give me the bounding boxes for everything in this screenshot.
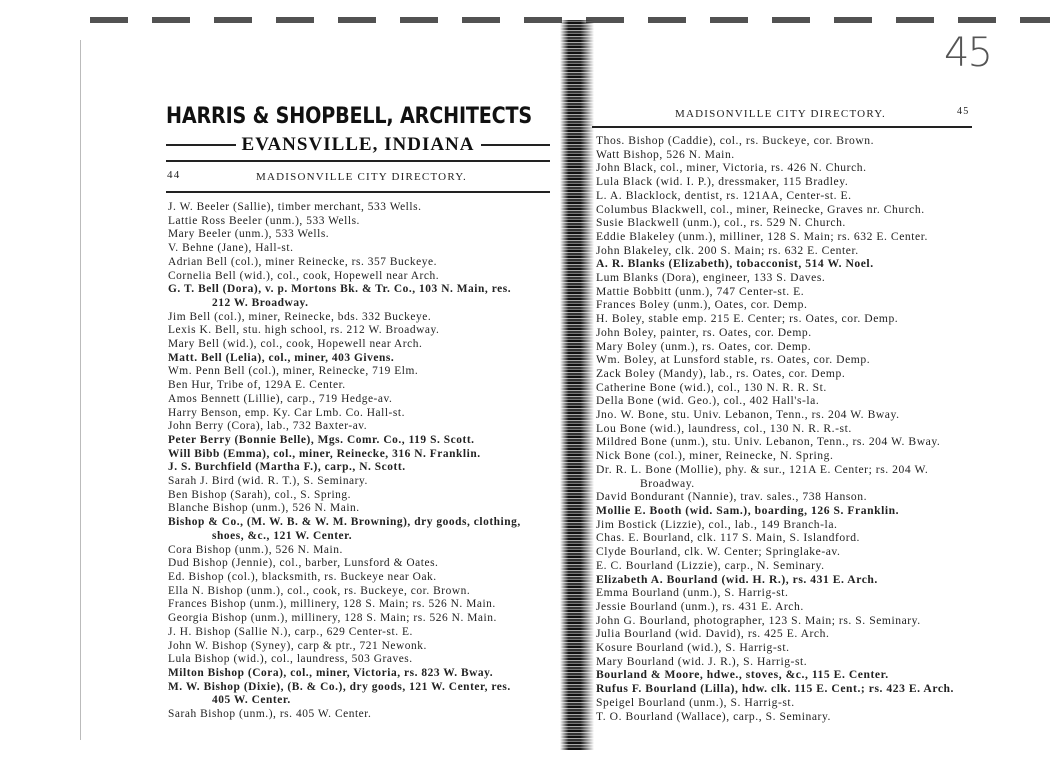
directory-entry: H. Boley, stable emp. 215 E. Center; rs. Oates, cor. Demp. xyxy=(596,312,899,326)
directory-entry: Chas. E. Bourland, clk. 117 S. Main, S. Islandford. xyxy=(596,531,860,545)
divider xyxy=(481,144,551,146)
directory-entry: Peter Berry (Bonnie Belle), Mgs. Comr. Co., 119 S. Scott. xyxy=(168,433,475,446)
directory-entry: Ben Hur, Tribe of, 129A E. Center. xyxy=(168,379,346,392)
directory-entry: Columbus Blackwell, col., miner, Reinecke, Graves nr. Church. xyxy=(596,202,925,216)
divider xyxy=(592,126,972,128)
directory-entry: Lexis K. Bell, stu. high school, rs. 212 W. Broadway. xyxy=(168,324,440,337)
right-page-number: 45 xyxy=(957,106,970,117)
left-page-number: 44 xyxy=(167,169,181,181)
directory-entry: Dud Bishop (Jennie), col., barber, Lunsford & Oates. xyxy=(168,557,439,570)
directory-entry-continuation: Broadway. xyxy=(640,476,695,490)
directory-entry: Wm. Penn Bell (col.), miner, Reinecke, 719 Elm. xyxy=(168,365,419,378)
directory-entry: Speigel Bourland (unm.), S. Harrig-st. xyxy=(596,695,795,709)
left-running-head: MADISONVILLE CITY DIRECTORY. xyxy=(256,171,467,183)
directory-entry: Jno. W. Bone, stu. Univ. Lebanon, Tenn., rs. 204 W. Bway. xyxy=(596,408,900,422)
directory-entry: Sarah J. Bird (wid. R. T.), S. Seminary. xyxy=(168,475,368,488)
directory-entry: Lum Blanks (Dora), engineer, 133 S. Daves. xyxy=(596,271,826,285)
advertisement-title: HARRIS & SHOPBELL, ARCHITECTS xyxy=(166,104,533,129)
directory-entry: Lula Black (wid. I. P.), dressmaker, 115 Bradley. xyxy=(596,175,849,189)
directory-entry: Cornelia Bell (wid.), col., cook, Hopewell near Arch. xyxy=(168,269,440,282)
directory-entry: Mary Bell (wid.), col., cook, Hopewell near Arch. xyxy=(168,338,423,351)
directory-entry: Wm. Boley, at Lunsford stable, rs. Oates, cor. Demp. xyxy=(596,353,871,367)
divider xyxy=(166,160,550,162)
directory-entry: L. A. Blacklock, dentist, rs. 121AA, Center-st. E. xyxy=(596,188,852,202)
directory-entry: J. S. Burchfield (Martha F.), carp., N. Scott. xyxy=(168,461,406,474)
directory-entry: Lula Bishop (wid.), col., laundress, 503 Graves. xyxy=(168,653,413,666)
directory-entry: A. R. Blanks (Elizabeth), tobacconist, 514 W. Noel. xyxy=(596,257,874,271)
directory-entry: Will Bibb (Emma), col., miner, Reinecke, 316 N. Franklin. xyxy=(168,447,481,460)
directory-entry: G. T. Bell (Dora), v. p. Mortons Bk. & Tr. Co., 103 N. Main, res. xyxy=(168,283,512,296)
directory-entry: Zack Boley (Mandy), lab., rs. Oates, cor. Demp. xyxy=(596,366,846,380)
directory-entry: Frances Bishop (unm.), millinery, 128 S. Main; rs. 526 N. Main. xyxy=(168,598,496,611)
scan-edge-line xyxy=(80,40,81,740)
directory-entry: Watt Bishop, 526 N. Main. xyxy=(596,147,735,161)
directory-entry: Catherine Bone (wid.), col., 130 N. R. R. St. xyxy=(596,380,827,394)
directory-entry: John Boley, painter, rs. Oates, cor. Demp. xyxy=(596,325,812,339)
directory-entry: John Berry (Cora), lab., 732 Baxter-av. xyxy=(168,420,368,433)
directory-entry: Rufus F. Bourland (Lilla), hdw. clk. 115 E. Cent.; rs. 423 E. Arch. xyxy=(596,682,954,696)
right-running-head: MADISONVILLE CITY DIRECTORY. xyxy=(675,108,886,120)
directory-entry-continuation: shoes, &c., 121 W. Center. xyxy=(212,529,353,542)
directory-entry: Adrian Bell (col.), miner Reinecke, rs. 357 Buckeye. xyxy=(168,255,437,268)
directory-entry: Julia Bourland (wid. David), rs. 425 E. Arch. xyxy=(596,627,830,641)
directory-entry: John Black, col., miner, Victoria, rs. 426 N. Church. xyxy=(596,161,867,175)
directory-entry: Bishop & Co., (M. W. B. & W. M. Browning), dry goods, clothing, xyxy=(168,516,521,529)
directory-entry: David Bondurant (Nannie), trav. sales., 738 Hanson. xyxy=(596,490,868,504)
directory-entry: Mollie E. Booth (wid. Sam.), boarding, 126 S. Franklin. xyxy=(596,503,900,517)
directory-entry: T. O. Bourland (Wallace), carp., S. Seminary. xyxy=(596,709,832,723)
advertisement-location: EVANSVILLE, INDIANA xyxy=(241,134,475,155)
directory-entry: Mattie Bobbitt (unm.), 747 Center-st. E. xyxy=(596,284,805,298)
directory-entry: John G. Bourland, photographer, 123 S. Main; rs. S. Seminary. xyxy=(596,613,921,627)
directory-entry: Susie Blackwell (unm.), col., rs. 529 N. Church. xyxy=(596,216,846,230)
directory-entry: Frances Boley (unm.), Oates, cor. Demp. xyxy=(596,298,808,312)
directory-entry: V. Behne (Jane), Hall-st. xyxy=(168,242,294,255)
directory-entry: John W. Bishop (Syney), carp & ptr., 721 Newonk. xyxy=(168,639,427,652)
directory-entry: Cora Bishop (unm.), 526 N. Main. xyxy=(168,543,343,556)
directory-entry: Eddie Blakeley (unm.), milliner, 128 S. Main; rs. 632 E. Center. xyxy=(596,229,928,243)
directory-entry: Blanche Bishop (unm.), 526 N. Main. xyxy=(168,502,360,515)
directory-entry: Jim Bostick (Lizzie), col., lab., 149 Branch-la. xyxy=(596,517,838,531)
directory-entry: Dr. R. L. Bone (Mollie), phy. & sur., 121A E. Center; rs. 204 W. xyxy=(596,462,929,476)
directory-entry: Thos. Bishop (Caddie), col., rs. Buckeye, cor. Brown. xyxy=(596,134,875,147)
directory-entry: Clyde Bourland, clk. W. Center; Springlake-av. xyxy=(596,545,841,559)
directory-entry: Elizabeth A. Bourland (wid. H. R.), rs. 431 E. Arch. xyxy=(596,572,878,586)
directory-entry: Sarah Bishop (unm.), rs. 405 W. Center. xyxy=(168,708,372,721)
directory-entry: Ella N. Bishop (unm.), col., cook, rs. Buckeye, cor. Brown. xyxy=(168,584,471,597)
directory-entry: Amos Bennett (Lillie), carp., 719 Hedge-av. xyxy=(168,392,393,405)
directory-entry: Emma Bourland (unm.), S. Harrig-st. xyxy=(596,586,789,600)
directory-entry: E. C. Bourland (Lizzie), carp., N. Seminary. xyxy=(596,558,825,572)
directory-entry: Matt. Bell (Lelia), col., miner, 403 Givens. xyxy=(168,351,395,364)
directory-entry: J. W. Beeler (Sallie), timber merchant, 533 Wells. xyxy=(168,201,422,213)
directory-entry-continuation: 405 W. Center. xyxy=(212,694,291,707)
directory-entry: Bourland & Moore, hdwe., stoves, &c., 115 E. Center. xyxy=(596,668,889,682)
directory-entry: Georgia Bishop (unm.), millinery, 128 S. Main; rs. 526 N. Main. xyxy=(168,612,497,625)
directory-entry: Nick Bone (col.), miner, Reinecke, N. Spring. xyxy=(596,449,834,463)
advertisement-subtitle xyxy=(166,134,550,156)
directory-entry-continuation: 212 W. Broadway. xyxy=(212,296,309,309)
directory-entry: Mary Bourland (wid. J. R.), S. Harrig-st. xyxy=(596,654,808,668)
directory-entry: Ben Bishop (Sarah), col., S. Spring. xyxy=(168,488,352,501)
directory-entry: Jim Bell (col.), miner, Reinecke, bds. 332 Buckeye. xyxy=(168,310,432,323)
directory-entry: Mary Beeler (unm.), 533 Wells. xyxy=(168,228,330,241)
divider xyxy=(166,191,550,193)
directory-entry: Mildred Bone (unm.), stu. Univ. Lebanon, Tenn., rs. 204 W. Bway. xyxy=(596,435,941,449)
directory-entry: John Blakeley, clk. 200 S. Main; rs. 632 E. Center. xyxy=(596,243,859,257)
right-directory-column xyxy=(596,134,954,723)
book-spine-shadow xyxy=(560,20,594,750)
directory-entry: Harry Benson, emp. Ky. Car Lmb. Co. Hall-st. xyxy=(168,406,406,419)
divider xyxy=(166,144,236,146)
directory-entry: Lou Bone (wid.), laundress, col., 130 N. R. R.-st. xyxy=(596,421,852,435)
left-directory-column xyxy=(168,201,521,722)
directory-entry: Lattie Ross Beeler (unm.), 533 Wells. xyxy=(168,214,360,227)
handwritten-page-number: 45 xyxy=(944,30,991,76)
directory-entry: Milton Bishop (Cora), col., miner, Victoria, rs. 823 W. Bway. xyxy=(168,666,494,679)
directory-entry: Kosure Bourland (wid.), S. Harrig-st. xyxy=(596,641,790,655)
directory-entry: Mary Boley (unm.), rs. Oates, cor. Demp. xyxy=(596,339,812,353)
directory-entry: M. W. Bishop (Dixie), (B. & Co.), dry goods, 121 W. Center, res. xyxy=(168,680,511,693)
directory-entry: Jessie Bourland (unm.), rs. 431 E. Arch. xyxy=(596,599,804,613)
directory-entry: Ed. Bishop (col.), blacksmith, rs. Buckeye near Oak. xyxy=(168,570,437,583)
directory-entry: Della Bone (wid. Geo.), col., 402 Hall's-la. xyxy=(596,394,820,408)
directory-entry: J. H. Bishop (Sallie N.), carp., 629 Center-st. E. xyxy=(168,625,413,638)
